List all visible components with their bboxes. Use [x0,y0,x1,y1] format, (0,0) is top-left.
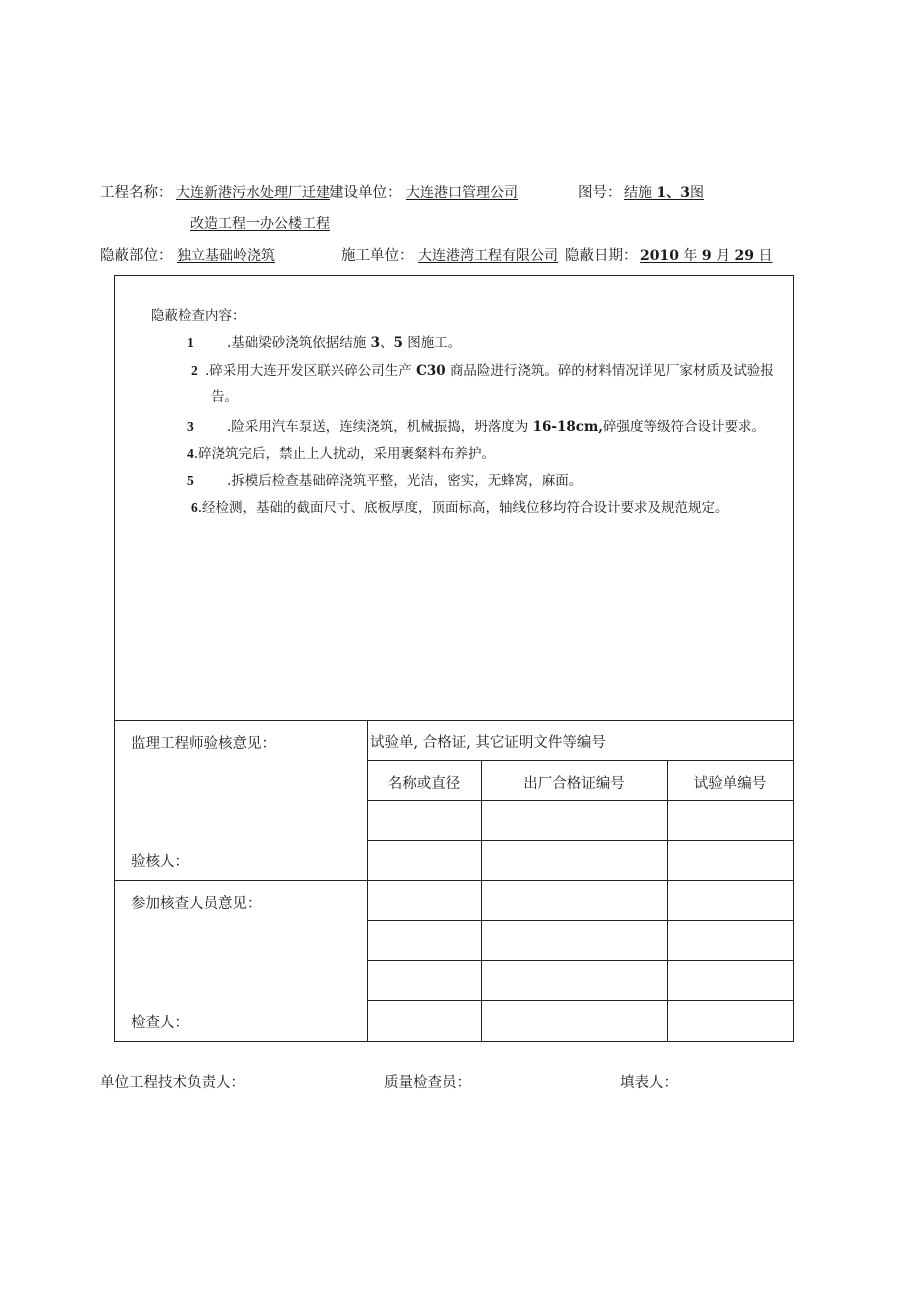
build-unit-label: 建设单位： [329,185,402,201]
item-bold: 5 [393,335,403,351]
form-filler-label: 填表人： [620,1075,678,1091]
item-text: 、 [380,335,394,351]
item-number: 6 [191,500,198,515]
table-row [368,801,793,840]
grid-line [114,720,115,1042]
grid-line [114,1041,794,1042]
quality-inspector-label: 质量检查员： [384,1075,471,1091]
item-text: .基础梁砂浇筑依据结施 [227,335,371,351]
column-header-name-diameter: 名称或直径 [387,776,461,792]
date-month-unit: 月 [716,248,731,264]
hidden-date-label: 隐蔽日期： [565,248,638,264]
date-year: 2010 [640,248,679,264]
table-row [368,961,793,1000]
build-unit-value: 大连港口管理公司 [406,185,518,201]
item-text: 商品险进行浇筑。碎的材料情况详见厂家材质及试验报 [445,363,774,379]
item-text: .经检测，基础的截面尺寸、底板厚度，顶面标高，轴线位移均符合设计要求及规范规定。 [197,500,729,516]
hidden-part-value: 独立基础岭浇筑 [177,248,275,264]
project-name-value: 大连新港污水处理厂迁建 [176,185,330,201]
table-row [368,1001,793,1041]
item-bold: 16-18cm, [532,419,603,435]
item-text: .拆模后检查基础碎浇筑平整，光洁，密实，无蜂窝，麻面。 [227,473,583,489]
project-name-value-line2: 改造工程一办公楼工程 [190,216,330,232]
supervisor-opinion-label: 监理工程师验核意见： [131,736,276,752]
documents-table-title: 试验单, 合格证, 其它证明文件等编号 [370,735,606,751]
review-and-documents-grid [114,720,794,1042]
drawing-number-label: 图号： [578,185,622,201]
content-item-4 [187,442,495,462]
item-number: 3 [187,419,194,434]
item-number: 4 [187,446,194,461]
table-row [368,921,793,960]
grid-line [367,760,794,761]
content-title: 隐蔽检查内容： [151,308,246,324]
grid-line [793,720,794,1042]
verifier-label: 验核人： [131,854,189,870]
table-row [368,881,793,920]
inspection-content-box [114,275,794,721]
hidden-part-label: 隐蔽部位： [100,248,173,264]
column-header-certificate-number: 出厂合格证编号 [523,776,625,792]
table-row [368,841,793,880]
drawing-number-value [624,182,704,202]
participants-opinion-label: 参加核查人员意见： [131,896,262,912]
item-text: .碎浇筑完后，禁止上人扰动，采用裹粲料布养护。 [193,446,496,462]
date-day: 29 [734,248,755,264]
construction-unit-value: 大连港湾工程有限公司 [418,248,558,264]
content-item-3 [187,415,765,435]
date-day-unit: 日 [758,248,773,264]
content-item-5 [187,469,582,489]
construction-unit-label: 施工单位： [341,248,414,264]
date-year-unit: 年 [683,248,698,264]
item-text: 图施工。 [402,335,462,351]
item-bold: 3 [370,335,380,351]
item-text: .碎采用大连开发区联兴碎公司生产 [205,363,417,379]
item-text: .险采用汽车泵送，连续浇筑，机械振捣，坍落度为 [227,419,533,435]
date-month: 9 [701,248,712,264]
item-text: 碎强度等级符合设计要求。 [602,419,765,435]
grid-line [114,720,794,721]
item-number: 1 [187,335,194,350]
column-header-test-report-number: 试验单编号 [693,776,767,792]
item-number: 5 [187,473,194,488]
item-bold: C30 [416,363,446,379]
tech-lead-label: 单位工程技术负责人： [100,1075,245,1091]
drawing-prefix: 结施 [624,185,652,201]
content-item-6 [191,496,729,516]
content-item-2 [191,359,774,379]
drawing-numbers: 1、3 [656,185,690,201]
content-item-2-continuation: 告。 [211,389,238,405]
drawing-suffix: 图 [689,185,704,201]
hidden-date-value [640,245,772,265]
inspector-label: 检查人： [131,1015,189,1031]
content-item-1 [187,331,461,351]
item-number: 2 [191,363,198,378]
project-name-label: 工程名称： [100,185,173,201]
